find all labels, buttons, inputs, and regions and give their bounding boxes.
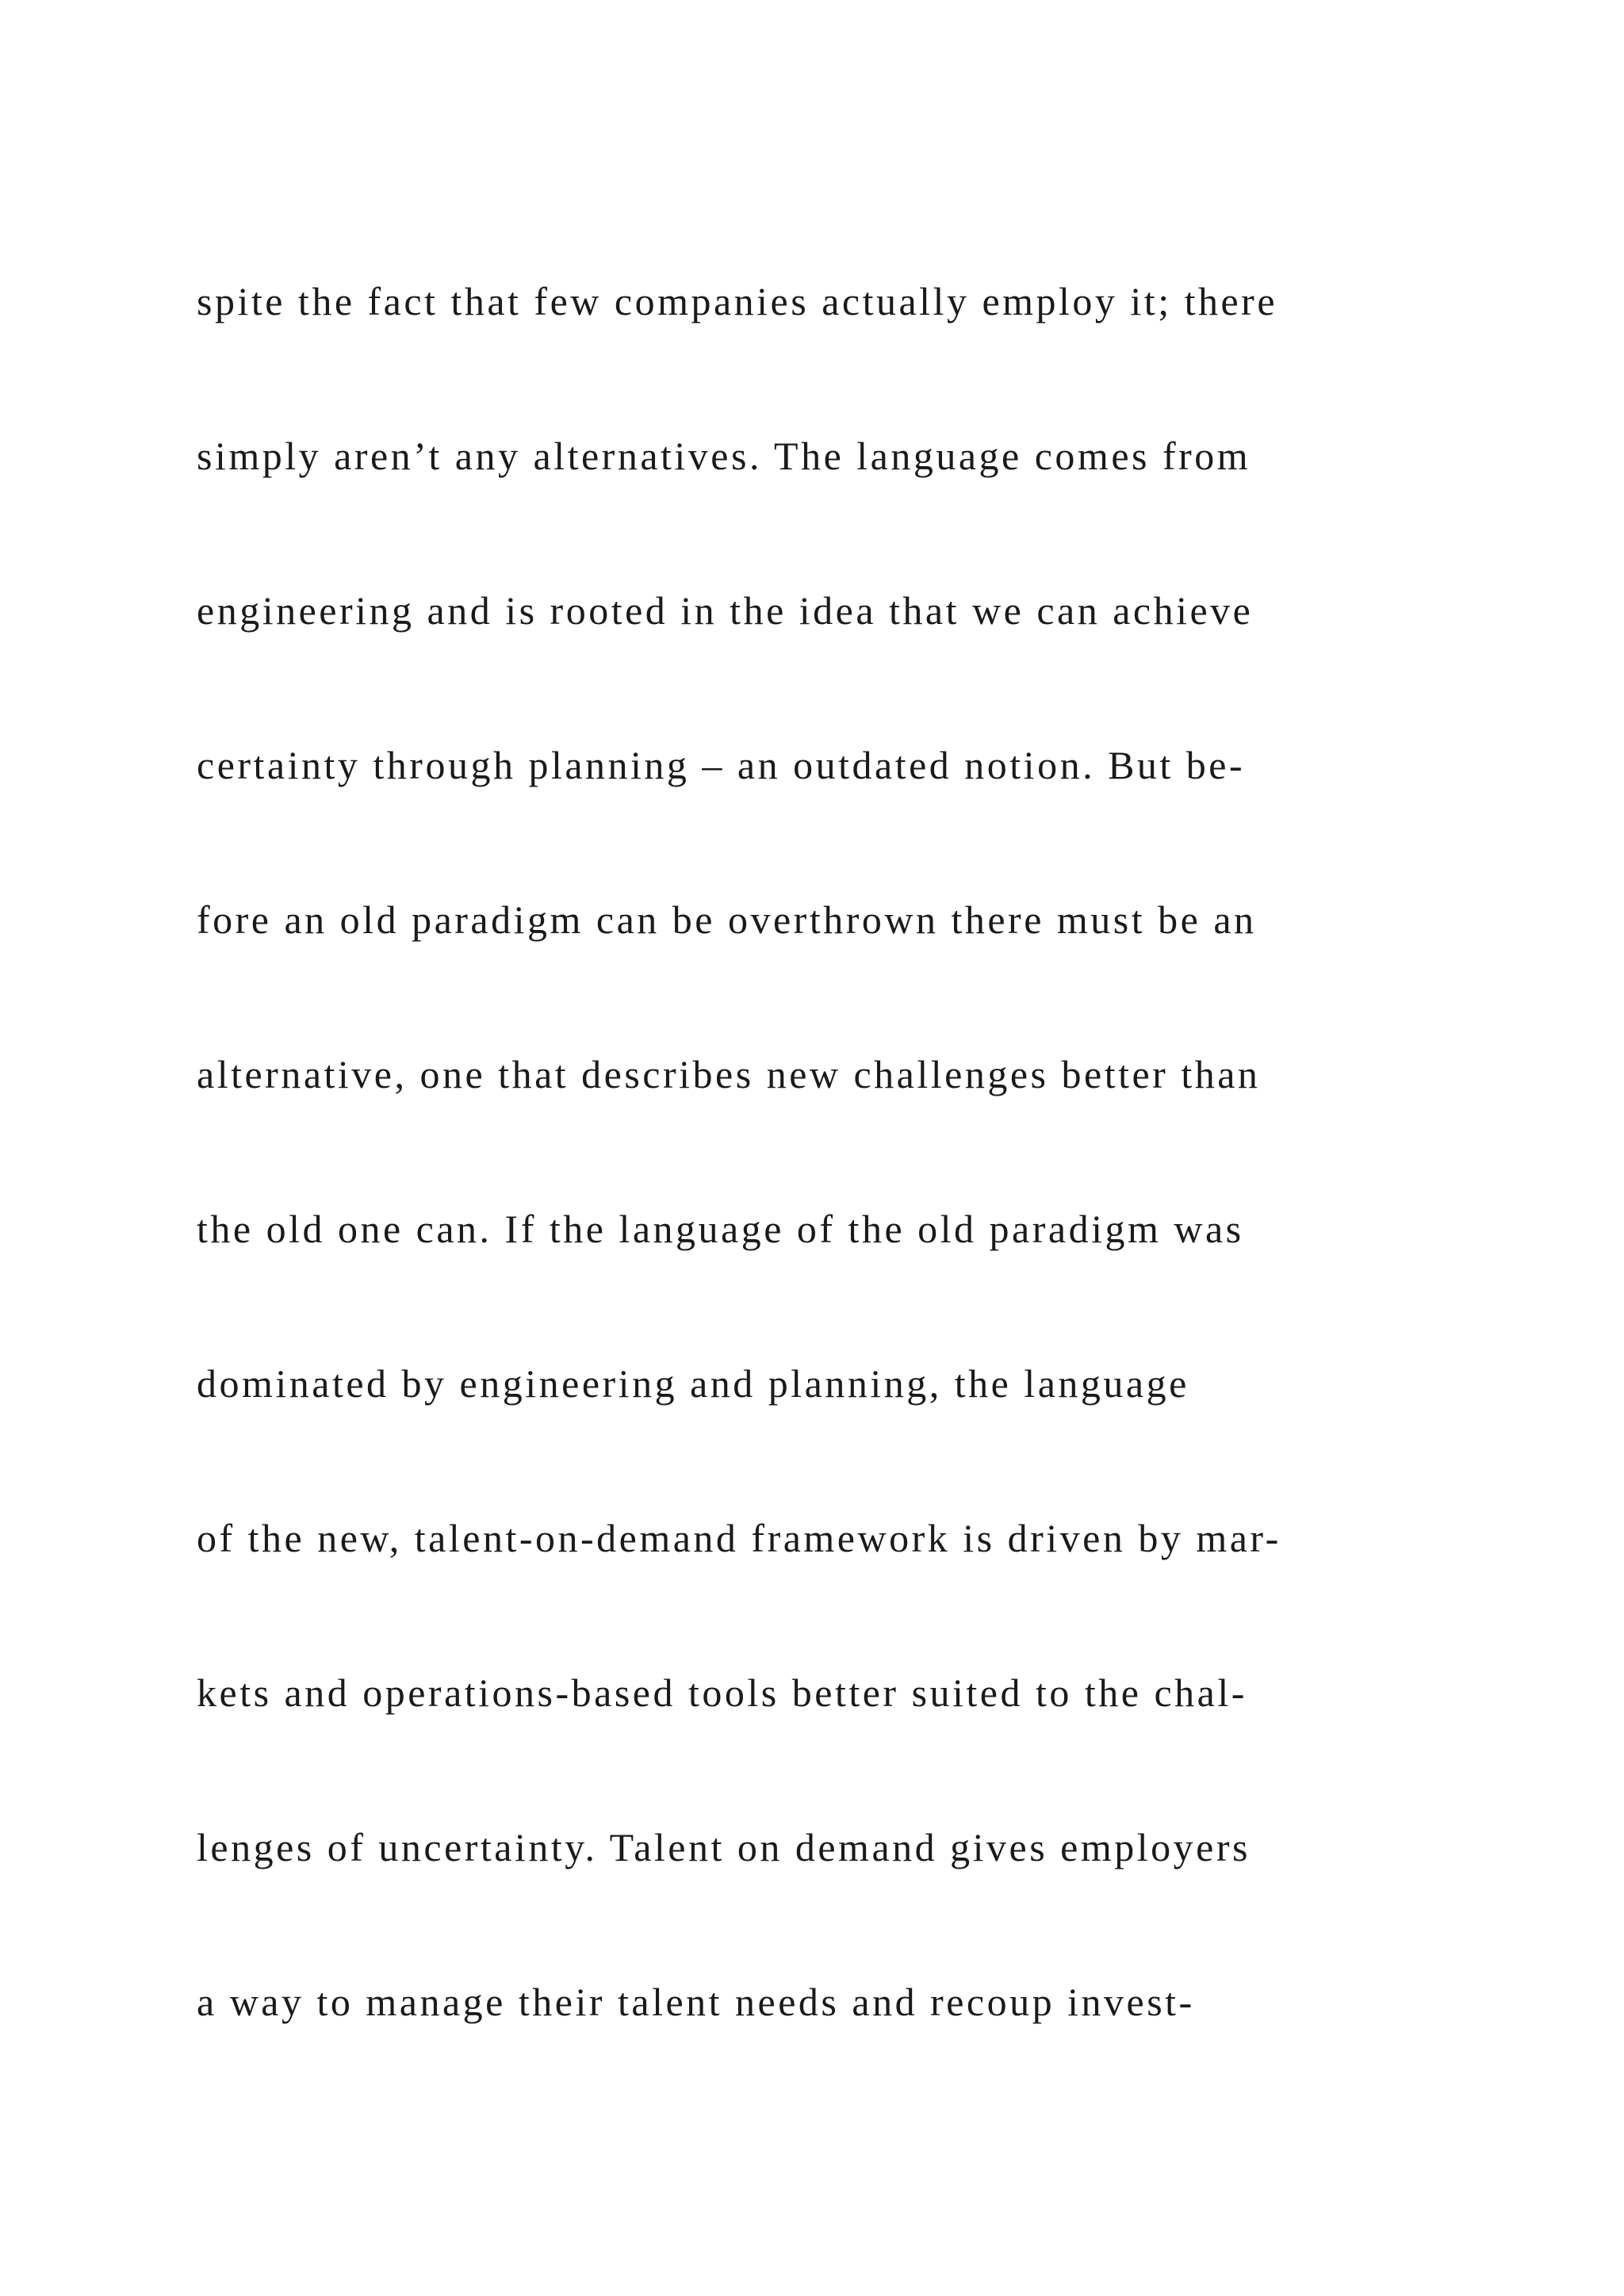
text-line: of the new, talent-on-demand framework is driven by mar-	[197, 1516, 1281, 1560]
text-line: lenges of uncertainty. Talent on demand gives employers	[197, 1825, 1251, 1869]
text-line: fore an old paradigm can be overthrown there must be an	[197, 897, 1257, 942]
text-line: kets and operations-based tools better suited to the chal-	[197, 1670, 1247, 1715]
text-line: engineering and is rooted in the idea that we can achieve	[197, 588, 1254, 633]
text-line: dominated by engineering and planning, the language	[197, 1361, 1189, 1406]
body-text	[197, 262, 1545, 2117]
text-line: alternative, one that describes new challenges better than	[197, 1052, 1261, 1096]
text-line: simply aren’t any alternatives. The language comes from	[197, 434, 1251, 478]
text-line: a way to manage their talent needs and recoup invest-	[197, 1980, 1195, 2024]
text-line: spite the fact that few companies actually employ it; there	[197, 279, 1278, 323]
text-line: certainty through planning – an outdated notion. But be-	[197, 743, 1246, 787]
text-line: the old one can. If the language of the old paradigm was	[197, 1207, 1244, 1251]
